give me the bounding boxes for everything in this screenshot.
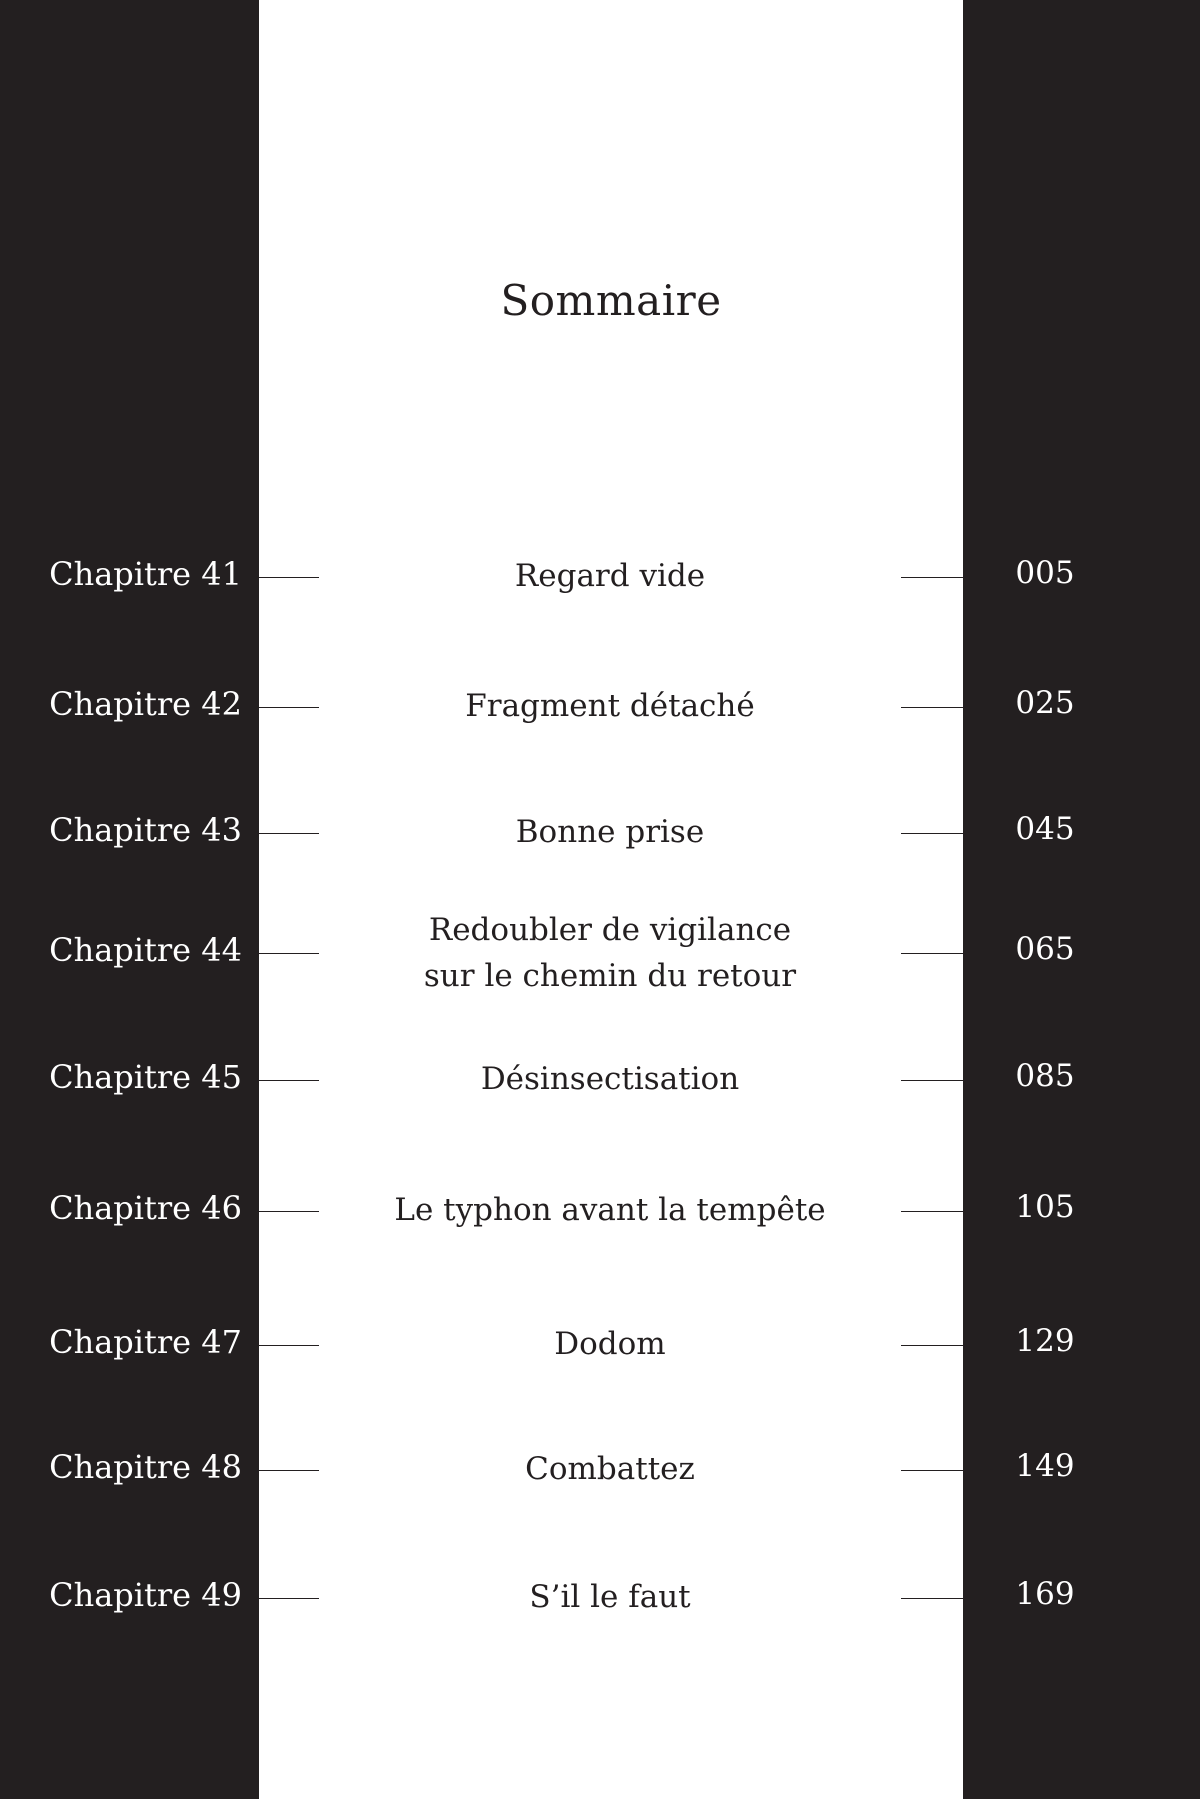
chapter-title [319, 1187, 901, 1233]
page-number: 129 [1015, 1323, 1075, 1359]
chapter-label: Chapitre 41 [49, 555, 242, 593]
leader-rule-right [901, 953, 963, 954]
leader-rule-left [259, 1211, 319, 1212]
page-number: 065 [1015, 931, 1075, 967]
left-dark-band [0, 0, 259, 1799]
chapter-title [319, 1056, 901, 1102]
leader-rule-left [259, 1345, 319, 1346]
chapter-title-line: Regard vide [514, 558, 706, 594]
page-number: 045 [1015, 811, 1075, 847]
chapter-label: Chapitre 45 [49, 1058, 242, 1096]
leader-rule-left [259, 1080, 319, 1081]
chapter-title-line: Désinsectisation [480, 1061, 740, 1097]
chapter-title-line: Redoubler de vigilance [428, 912, 792, 948]
page-title: Sommaire [500, 276, 722, 325]
chapter-title [319, 907, 901, 999]
chapter-title-line: sur le chemin du retour [423, 958, 797, 994]
leader-rule-left [259, 1598, 319, 1599]
chapter-title [319, 1574, 901, 1620]
chapter-title-line: S’il le faut [529, 1579, 691, 1615]
leader-rule-right [901, 577, 963, 578]
right-dark-band [963, 0, 1200, 1799]
page-number: 149 [1015, 1448, 1075, 1484]
page-number: 169 [1015, 1576, 1075, 1612]
leader-rule-right [901, 1598, 963, 1599]
chapter-title-line: Dodom [554, 1326, 666, 1362]
chapter-title [319, 809, 901, 855]
chapter-label: Chapitre 43 [49, 811, 242, 849]
leader-rule-right [901, 833, 963, 834]
leader-rule-right [901, 1080, 963, 1081]
chapter-title-line: Bonne prise [515, 814, 705, 850]
chapter-title-line: Combattez [525, 1451, 695, 1487]
chapter-label: Chapitre 47 [49, 1323, 242, 1361]
chapter-title-line: Fragment détaché [465, 688, 755, 724]
leader-rule-left [259, 707, 319, 708]
center-white-panel [259, 0, 963, 1799]
page-number: 025 [1015, 685, 1075, 721]
leader-rule-left [259, 953, 319, 954]
leader-rule-right [901, 1345, 963, 1346]
chapter-title [319, 1321, 901, 1367]
leader-rule-right [901, 1211, 963, 1212]
leader-rule-left [259, 1470, 319, 1471]
chapter-title [319, 1446, 901, 1492]
chapter-title-line: Le typhon avant la tempête [394, 1192, 826, 1228]
page-number: 005 [1015, 555, 1075, 591]
leader-rule-left [259, 577, 319, 578]
chapter-label: Chapitre 48 [49, 1448, 242, 1486]
leader-rule-right [901, 707, 963, 708]
chapter-label: Chapitre 44 [49, 931, 242, 969]
chapter-label: Chapitre 49 [49, 1576, 242, 1614]
leader-rule-right [901, 1470, 963, 1471]
page-number: 085 [1015, 1058, 1075, 1094]
page-number: 105 [1015, 1189, 1075, 1225]
chapter-label: Chapitre 46 [49, 1189, 242, 1227]
chapter-title [319, 553, 901, 599]
leader-rule-left [259, 833, 319, 834]
chapter-title [319, 683, 901, 729]
chapter-label: Chapitre 42 [49, 685, 242, 723]
